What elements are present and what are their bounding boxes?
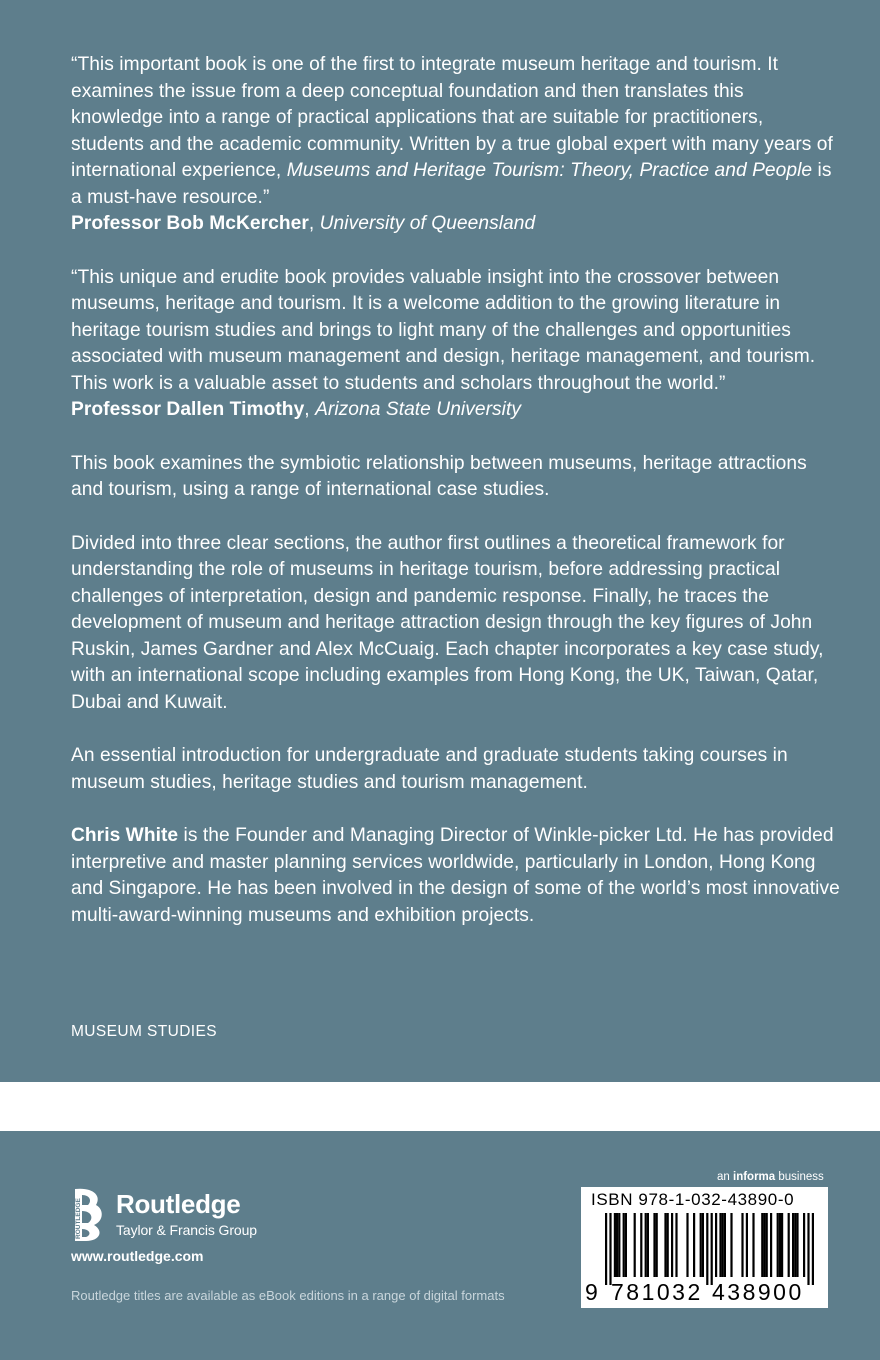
barcode-bar	[796, 1213, 798, 1277]
barcode-bar	[777, 1213, 779, 1277]
barcode-bar	[675, 1213, 677, 1277]
barcode-bar	[803, 1213, 805, 1277]
quote-2-affiliation: Arizona State University	[315, 399, 522, 420]
barcode-bar	[770, 1213, 772, 1277]
informa-prefix: an	[717, 1171, 733, 1183]
barcode-digit-group-2: 438900	[712, 1279, 804, 1305]
barcode-bar	[763, 1213, 765, 1277]
barcode-bar	[667, 1213, 669, 1277]
barcode-bar	[766, 1213, 768, 1277]
barcode-bar	[746, 1213, 748, 1277]
back-cover-lower	[0, 1131, 880, 1360]
barcode-bar	[640, 1213, 642, 1277]
barcode-bar	[623, 1213, 625, 1277]
barcode-bar	[788, 1213, 790, 1277]
barcode-bar	[722, 1213, 724, 1277]
barcode-bar	[653, 1213, 655, 1277]
barcode-guard-bar	[605, 1213, 607, 1285]
barcode-bar	[645, 1213, 647, 1277]
publisher-name: Routledge	[116, 1189, 241, 1219]
barcode-bar	[634, 1213, 636, 1277]
author-bio-text: is the Founder and Managing Director of Winkle-picker Ltd. He has provided interpretive and master planning services worldwide, particularly in London, Hong Kong and Singapore. He has been involved in the design of some of the world’s most innovative multi-award-winning museums and exhibition projects.	[71, 825, 840, 926]
isbn-label: ISBN 978-1-032-43890-0	[591, 1190, 795, 1209]
subject-category: MUSEUM STUDIES	[71, 1023, 217, 1040]
quote-1-author: Professor Bob McKercher	[71, 213, 309, 234]
barcode-guard-bar	[706, 1213, 708, 1285]
barcode-bar	[693, 1213, 695, 1277]
barcode-bar	[715, 1213, 717, 1277]
barcode-bar	[792, 1213, 794, 1277]
barcode-guard-bar	[812, 1213, 814, 1285]
barcode-bars	[591, 1213, 819, 1287]
barcode-bar	[752, 1213, 754, 1277]
barcode-bar	[616, 1213, 618, 1277]
barcode-bar	[647, 1213, 649, 1277]
author-name: Chris White	[71, 825, 179, 846]
barcode-bar	[724, 1213, 726, 1277]
barcode-bar	[686, 1213, 688, 1277]
quote-1	[71, 52, 841, 211]
ebook-note: Routledge titles are available as eBook editions in a range of digital formats	[71, 1288, 505, 1303]
publisher-website[interactable]: www.routledge.com	[71, 1248, 204, 1264]
white-stripe	[0, 1082, 880, 1131]
description-paragraph-1: This book examines the symbiotic relationship between museums, heritage attractions and tourism, using a range of international case studies.	[71, 452, 807, 500]
barcode-bar	[702, 1213, 704, 1277]
barcode-digit-first: 9	[585, 1279, 601, 1305]
publisher-group: Taylor & Francis Group	[116, 1222, 257, 1238]
barcode-bar	[741, 1213, 743, 1277]
quote-1-title: Museums and Heritage Tourism: Theory, Practice and People	[286, 160, 813, 181]
barcode-bar	[618, 1213, 620, 1277]
barcode-bar	[730, 1213, 732, 1277]
quote-1-affiliation: University of Queensland	[319, 213, 536, 234]
routledge-logo	[70, 1187, 270, 1243]
barcode-guard-bar	[609, 1213, 611, 1285]
routledge-emblem-icon	[70, 1187, 108, 1243]
description-paragraph-3: An essential introduction for undergraduate and graduate students taking courses in museum studies, heritage studies and tourism management.	[71, 745, 788, 793]
quote-2: “This unique and erudite book provides valuable insight into the crossover between museums, heritage and tourism. It is a welcome addition to the growing literature in heritage tourism studies and brings to light many of the challenges and opportunities associated with museum management and design, heritage management, and tourism. This work is a valuable asset to students and scholars throughout the world.”	[71, 266, 816, 394]
quote-1-part-c: is a must-have resource.”	[71, 160, 832, 208]
barcode-bar	[625, 1213, 627, 1277]
logo-vertical-text: ROUTLEDGE	[75, 1198, 82, 1239]
barcode-digit-group-1: 781032	[611, 1279, 703, 1305]
barcode-bar	[700, 1213, 702, 1277]
quote-2-author: Professor Dallen Timothy	[71, 399, 305, 420]
barcode-guard-bar	[807, 1213, 809, 1285]
barcode-bar	[656, 1213, 658, 1277]
informa-brand: informa	[733, 1171, 776, 1183]
isbn-barcode	[581, 1187, 828, 1308]
barcode-bar	[781, 1213, 783, 1277]
quote-1-part-a: “This important book is one of the first to integrate museum heritage and tourism. It examines the issue from a deep conceptual foundation and then translates this knowledge into a range of practical applications that are suitable for practitioners, students and the academic community. Written by a true global expert with many years of international experience,	[71, 54, 833, 181]
barcode-bar	[779, 1213, 781, 1277]
barcode-guard-bar	[711, 1213, 713, 1285]
quote-2-attribution: Professor Dallen Timothy, Arizona State University	[71, 399, 522, 420]
informa-tagline	[717, 1171, 824, 1183]
barcode-bar	[614, 1213, 616, 1277]
quote-1-attribution: Professor Bob McKercher, University of Queensland	[71, 213, 536, 234]
barcode-bar	[794, 1213, 796, 1277]
barcode-bar	[671, 1213, 673, 1277]
barcode-bar	[761, 1213, 763, 1277]
author-bio	[71, 823, 841, 929]
barcode-bar	[664, 1213, 666, 1277]
barcode-bar	[719, 1213, 721, 1277]
blurb-text	[71, 52, 841, 956]
informa-suffix: business	[775, 1171, 824, 1183]
description-paragraph-2: Divided into three clear sections, the author first outlines a theoretical framework for understanding the role of museums in heritage tourism, before addressing practical challenges of interpretation, design and pandemic response. Finally, he traces the development of museum and heritage attraction design through the key figures of John Ruskin, James Gardner and Alex McCuaig. Each chapter incorporates a key case study, with an international scope including examples from Hong Kong, the UK, Taiwan, Qatar, Dubai and Kuwait.	[71, 532, 824, 713]
